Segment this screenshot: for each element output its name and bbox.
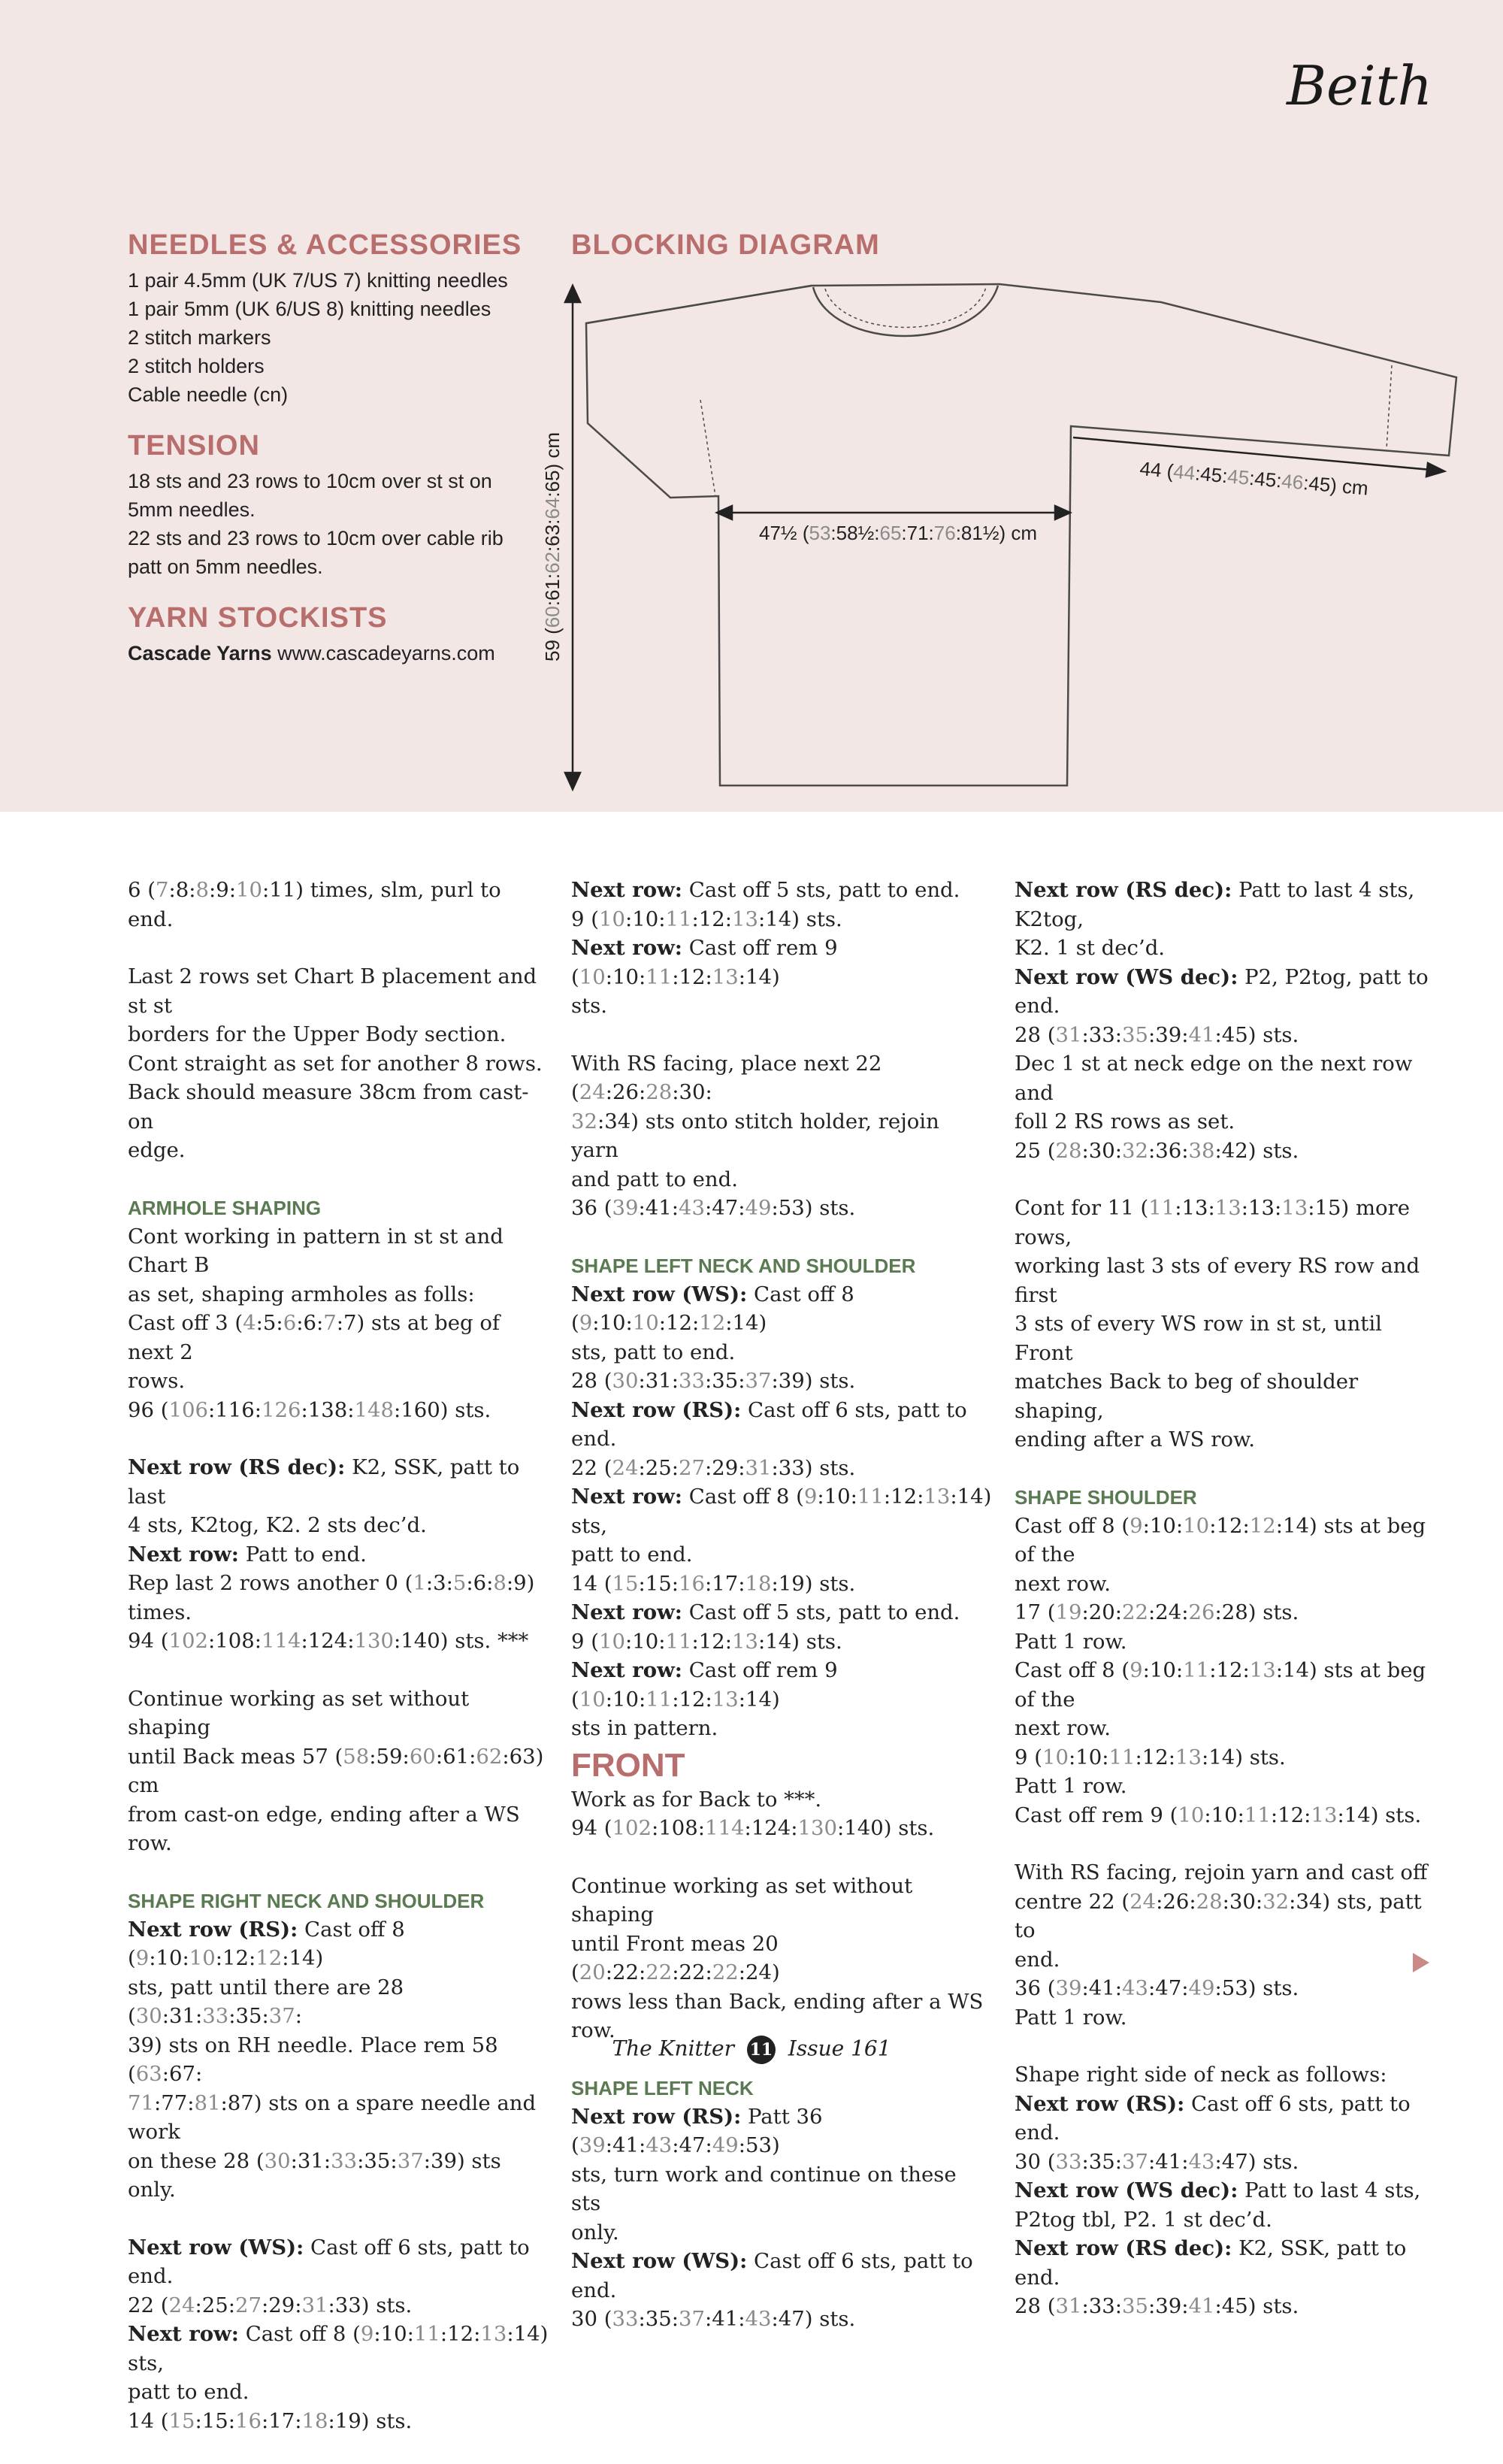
list-item: 2 stitch markers [128,326,271,349]
yarn-url[interactable]: www.cascadeyarns.com [277,642,495,664]
needles-section [128,229,549,409]
next-page-arrow-icon [1413,1953,1429,1972]
needles-list [128,266,549,409]
yarn-brand: Cascade Yarns [128,642,272,664]
paragraph: SHAPE LEFT NECK Next row (RS): Patt 36 (39:41:43:47:49:53) sts, turn work and continue on these sts only. Next row (WS): Cast off 6 sts, patt to end. 30 (33:35:37:41:43:47) sts. [571,2076,973,2331]
chest-label: 47½ (53:58½:65:71:76:81½) cm [759,522,1038,544]
list-item: 2 stitch holders [128,355,265,377]
paragraph: SHAPE RIGHT NECK AND SHOULDER Next row (RS): Cast off 8 (9:10:10:12:12:14) sts, patt until there are 28 (30:31:33:35:37: 39) sts on RH needle. Place rem 58 (63:67: 71:77:81:87) sts on a spare needle and work on these 28 (30:31:33:35:37:39) sts only. [128,1889,537,2202]
instructions-column-3 [1015,876,1435,2350]
blocking-diagram-heading: BLOCKING DIAGRAM [571,229,880,261]
needles-heading: NEEDLES & ACCESSORIES [128,229,522,261]
paragraph: Next row (RS dec): K2, SSK, patt to last 4 sts, K2tog, K2. 2 sts dec’d. Next row: Patt to end. Rep last 2 rows another 0 (1:3:5:6:8:9) times. 94 (102:108:114:124:130:140) sts. *** [128,1455,535,1653]
tension-line: 22 sts and 23 rows to 10cm over cable rib [128,527,504,549]
paragraph: Cont for 11 (11:13:13:13:13:15) more rows, working last 3 sts of every RS row and first 3 sts of every WS row in st st, until Front matches Back to beg of shoulder shaping, ending after a WS row. [1015,1196,1420,1451]
list-item: Cable needle (cn) [128,383,289,406]
paragraph: Continue working as set without shaping until Back meas 57 (58:59:60:61:62:63) cm from cast-on edge, ending after a WS row. [128,1686,544,1855]
length-arrow [565,286,580,789]
paragraph: ARMHOLE SHAPING Cont working in pattern in st st and Chart B as set, shaping armholes as folls: Cast off 3 (4:5:6:6:7:7) sts at beg of next 2 rows. 96 (106:116:126:138:148:160) sts. [128,1196,504,1422]
blocking-diagram [526,271,1473,797]
tension-line: patt on 5mm needles. [128,555,323,578]
materials-info [128,229,549,689]
paragraph: Next row (WS): Cast off 6 sts, patt to end. 22 (24:25:27:29:31:33) sts. Next row: Cast off 8 (9:10:11:12:13:14) sts, patt to end. 14 (15:15:16:17:18:19) sts. [128,2235,549,2433]
tension-heading: TENSION [128,430,260,462]
paragraph: Continue working as set without shaping until Front meas 20 (20:22:22:22:22:24) rows less than Back, ending after a WS row. [571,1873,984,2042]
yarn-section [128,602,549,667]
tension-section [128,430,549,581]
page-footer [0,2036,1503,2064]
instructions-column-2 [571,876,992,2363]
paragraph: With RS facing, rejoin yarn and cast off centre 22 (24:26:28:30:32:34) sts, patt to end. 36 (39:41:43:47:49:53) sts. Patt 1 row. [1015,1860,1428,2030]
paragraph: SHAPE SHOULDER Cast off 8 (9:10:10:12:12:14) sts at beg of the next row. 17 (19:20:22:24:26:28) sts. Patt 1 row. Cast off 8 (9:10:11:12:13:14) sts at beg of the next row. 9 (10:10:11:12:13:14) sts. Patt 1 row. Cast off rem 9 (10:10:11:12:13:14) sts. [1015,1485,1426,1827]
list-item: 1 pair 4.5mm (UK 7/US 7) knitting needles [128,269,508,292]
issue-number: Issue 161 [788,2036,891,2061]
paragraph: FRONT Work as for Back to ***. 94 (102:108:114:124:130:140) sts. [571,1746,935,1840]
paragraph: 6 (7:8:8:9:10:11) times, slm, purl to end. [128,878,501,931]
paragraph: With RS facing, place next 22 (24:26:28:30: 32:34) sts onto stitch holder, rejoin yarn and patt to end. 36 (39:41:43:47:49:53) sts. [571,1051,939,1220]
tension-line: 18 sts and 23 rows to 10cm over st st on [128,470,492,492]
paragraph: Last 2 rows set Chart B placement and st st borders for the Upper Body section. Cont straight as set for another 8 rows. Back should measure 38cm from cast-on edge. [128,964,543,1162]
paragraph: SHAPE LEFT NECK AND SHOULDER Next row (WS): Cast off 8 (9:10:10:12:12:14) sts, patt to end. 28 (30:31:33:35:37:39) sts. Next row (RS): Cast off 6 sts, patt to end. 22 (24:25:27:29:31:33) sts. Next row: Cast off 8 (9:10:11:12:13:14) sts, patt to end. 14 (15:15:16:17:18:19) sts. Next row: Cast off 5 sts, patt to end. 9 (10:10:11:12:13:14) sts. Next row: Cast off rem 9 (10:10:11:12:13:14) sts in pattern. [571,1254,992,1740]
page-number: 11 [747,2036,776,2064]
instructions-column-1 [128,876,549,2464]
chest-arrow [717,506,1070,519]
magazine-name: The Knitter [612,2036,734,2061]
tension-line: 5mm needles. [128,498,256,521]
list-item: 1 pair 5mm (UK 6/US 8) knitting needles [128,298,491,320]
paragraph: Next row: Cast off 5 sts, patt to end. 9 (10:10:11:12:13:14) sts. Next row: Cast off rem 9 (10:10:11:12:13:14) sts. [571,878,960,1018]
paragraph: Shape right side of neck as follows: Next row (RS): Cast off 6 sts, patt to end. 30 (33:35:37:41:43:47) sts. Next row (WS dec): Patt to last 4 sts, P2tog tbl, P2. 1 st dec’d. Next row (RS dec): K2, SSK, patt to end. 28 (31:33:35:39:41:45) sts. [1015,2063,1421,2318]
yarn-heading: YARN STOCKISTS [128,602,388,634]
pattern-title: Beith [1287,54,1432,117]
length-label: 59 (60:61:62:63:64:65) cm [541,431,564,661]
paragraph: Next row (RS dec): Patt to last 4 sts, K2tog, K2. 1 st dec’d. Next row (WS dec): P2, P2tog, patt to end. 28 (31:33:35:39:41:45) sts. Dec 1 st at neck edge on the next row and foll 2 RS rows as set. 25 (28:30:32:36:38:42) sts. [1015,878,1429,1163]
sleeve-label: 44 (44:45:45:45:46:45) cm [1139,457,1369,500]
